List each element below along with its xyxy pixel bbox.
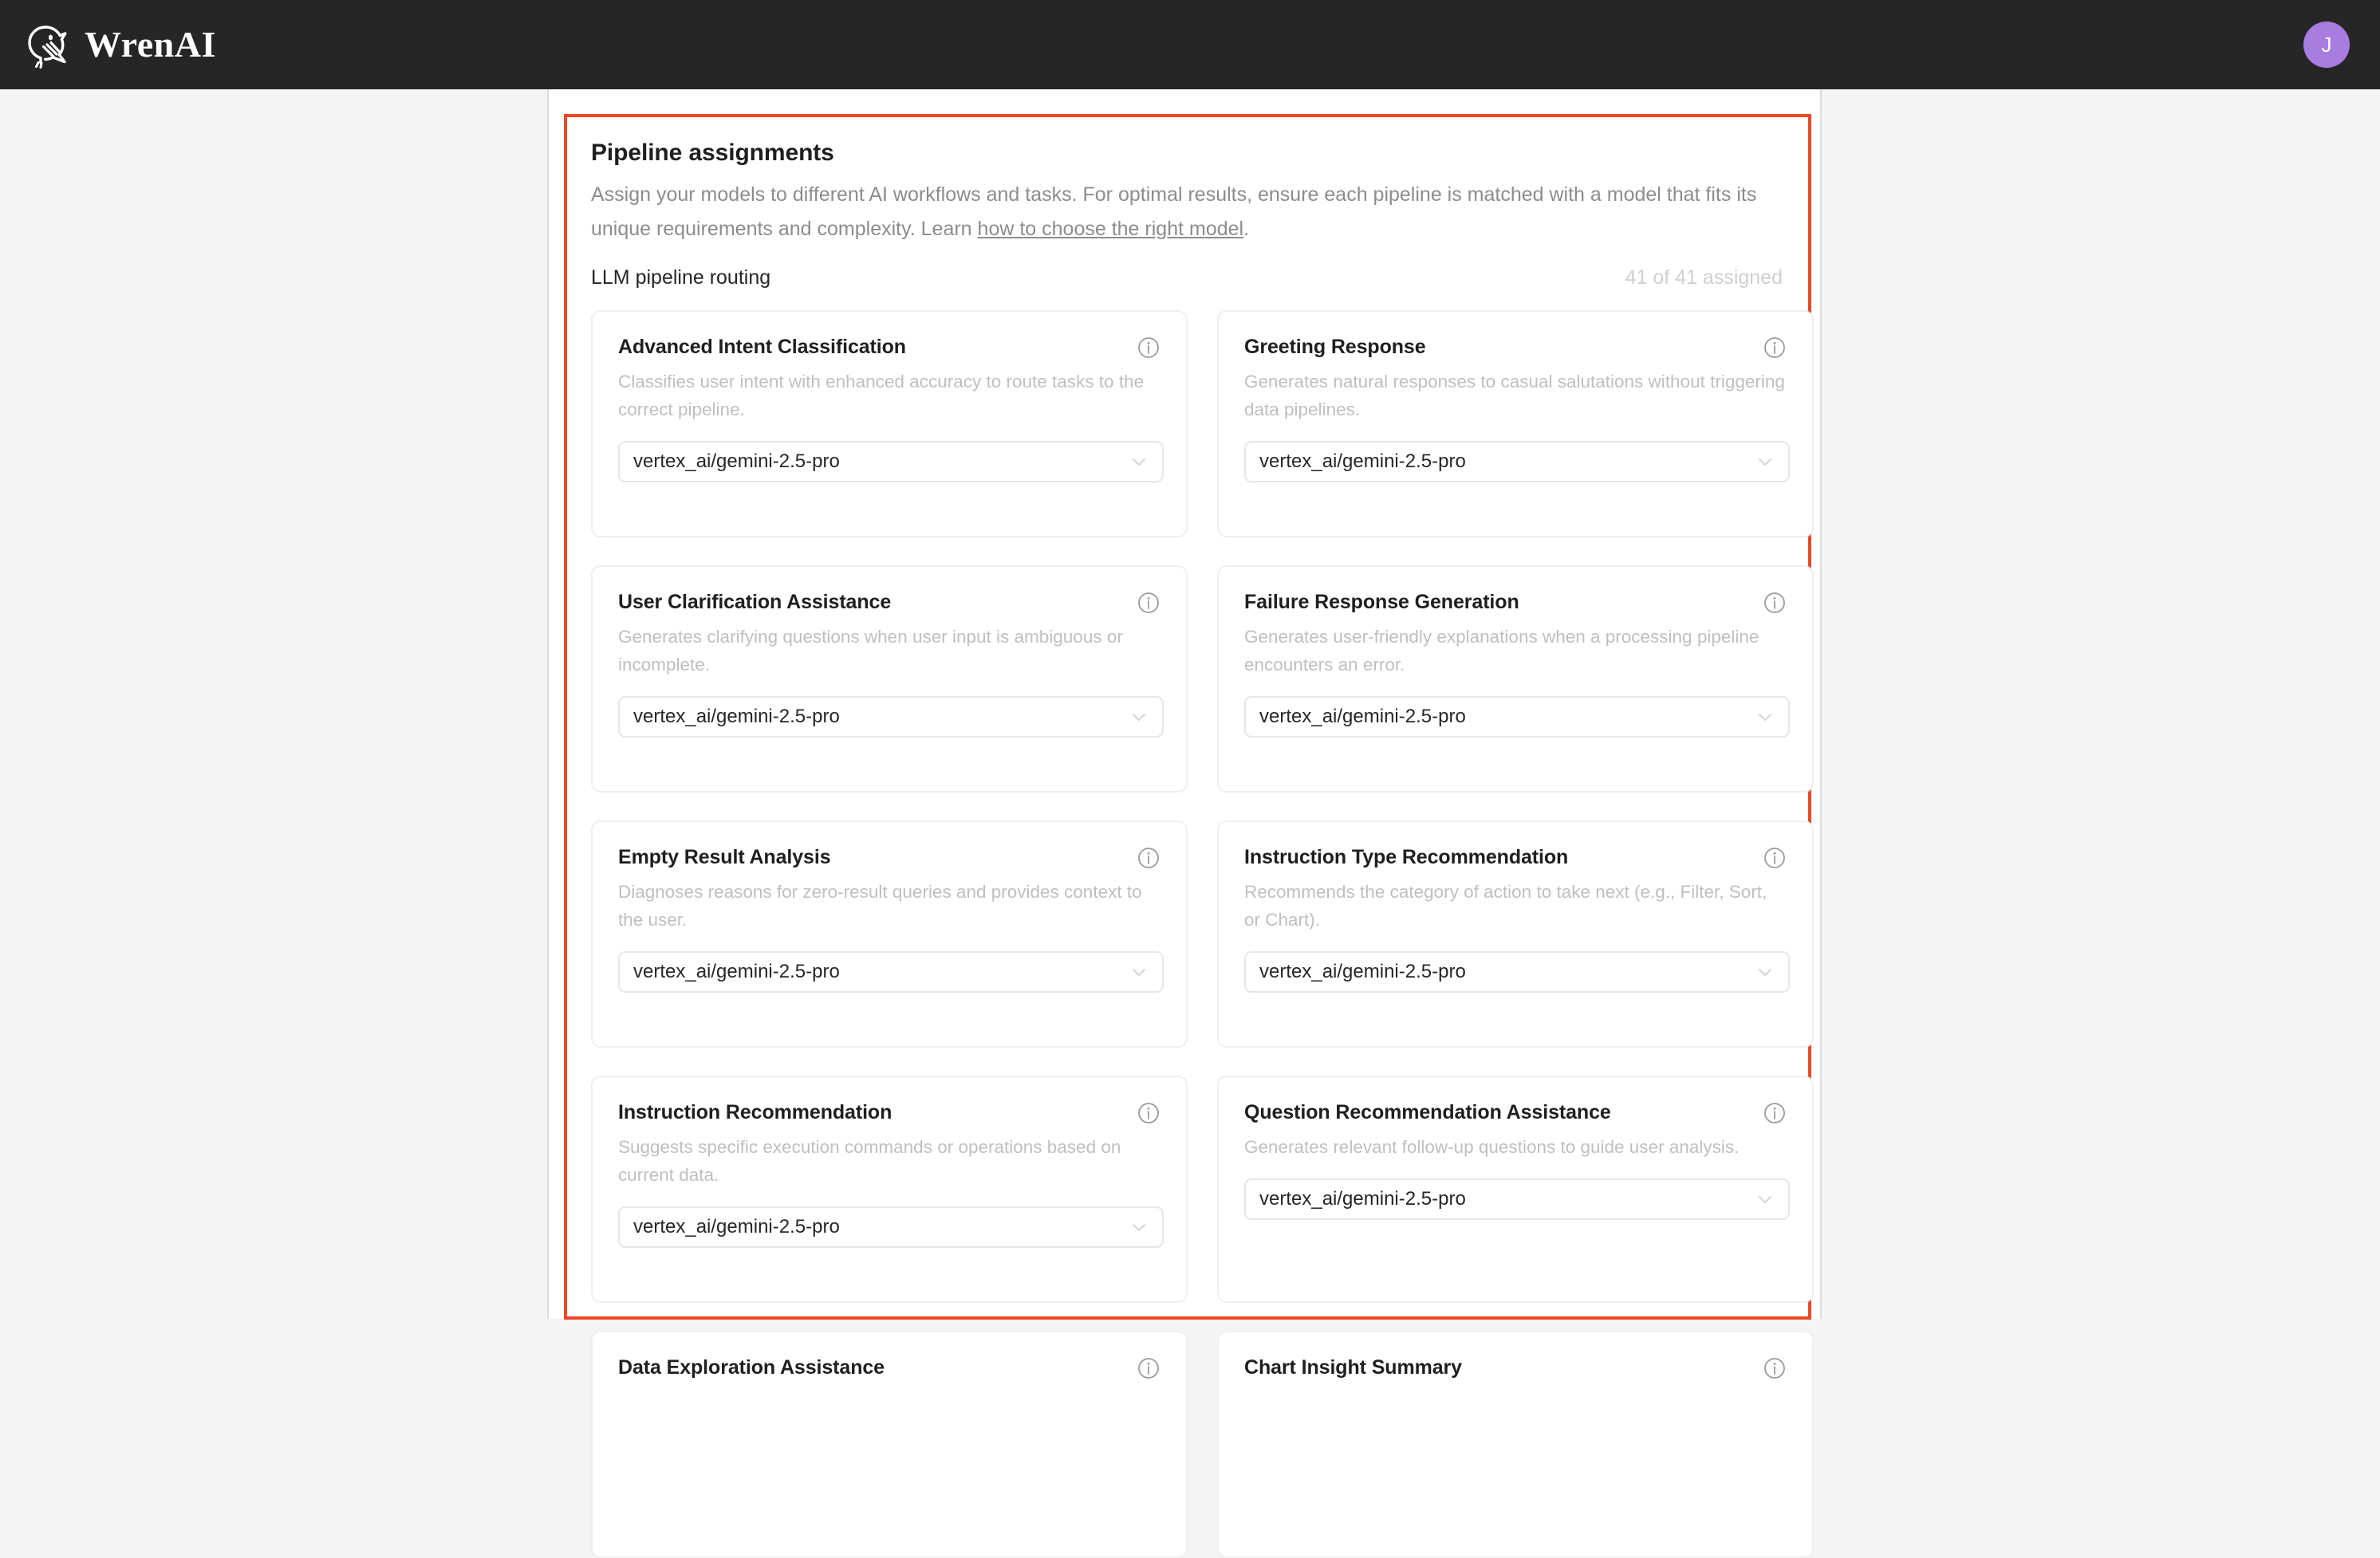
pipeline-assignments-section [564, 114, 1811, 1379]
pipeline-card-description: Generates user-friendly explanations when a processing pipeline encounters an error. [1244, 627, 1759, 675]
pipeline-card-description: Generates relevant follow-up questions to guide user analysis. [1244, 1137, 1740, 1157]
section-description-period: . [1243, 218, 1250, 240]
info-circle-icon[interactable] [1137, 336, 1160, 360]
model-select-value: vertex_ai/gemini-2.5-pro [633, 450, 840, 472]
section-description [591, 178, 1779, 246]
wren-bird-icon [21, 20, 70, 69]
model-select[interactable] [618, 696, 1164, 738]
pipeline-card-header [618, 589, 1160, 615]
page-title: Pipeline assignments [591, 140, 834, 166]
content-panel [547, 89, 1822, 1379]
pipeline-card [1217, 1331, 1814, 1558]
model-select-value: vertex_ai/gemini-2.5-pro [1259, 961, 1466, 982]
pipeline-card [591, 565, 1188, 793]
pipeline-card-header [618, 334, 1160, 360]
info-circle-icon[interactable] [1137, 1101, 1160, 1125]
info-circle-icon[interactable] [1137, 846, 1160, 870]
pipeline-card-title: Chart Insight Summary [1244, 1356, 1462, 1379]
pipeline-card [591, 310, 1188, 537]
pipeline-card [591, 1331, 1188, 1558]
info-circle-icon[interactable] [1763, 846, 1787, 870]
chevron-down-icon [1129, 962, 1149, 982]
pipeline-card-header [618, 1100, 1160, 1125]
info-circle-icon[interactable] [1137, 1356, 1160, 1380]
pipeline-card-title: Failure Response Generation [1244, 591, 1519, 613]
pipeline-card-header [1244, 844, 1787, 870]
info-circle-icon[interactable] [1137, 591, 1160, 615]
chevron-down-icon [1755, 1189, 1775, 1210]
pipeline-card-header [1244, 1355, 1787, 1380]
routing-label: LLM pipeline routing [591, 266, 771, 289]
model-select-value: vertex_ai/gemini-2.5-pro [1259, 706, 1466, 727]
chevron-down-icon [1129, 1217, 1149, 1237]
pipeline-card [1217, 1076, 1814, 1303]
pipeline-card-title: Data Exploration Assistance [618, 1356, 885, 1379]
model-select-value: vertex_ai/gemini-2.5-pro [633, 1216, 840, 1237]
chevron-down-icon [1755, 451, 1775, 472]
pipeline-card-header [1244, 1100, 1787, 1125]
pipeline-card [591, 820, 1188, 1048]
pipeline-card-title: Greeting Response [1244, 336, 1426, 358]
brand[interactable] [21, 20, 216, 69]
chevron-down-icon [1129, 451, 1149, 472]
pipeline-card [1217, 565, 1814, 793]
status-badge: 41 of 41 assigned [1625, 266, 1783, 289]
section-description-text: Assign your models to different AI workflows and tasks. For optimal results, ensure each pipeline is matched with a model that fits its unique requirements and complexity. Learn [591, 183, 1757, 240]
page-background [0, 89, 2380, 1379]
pipeline-card-description: Classifies user intent with enhanced accuracy to route tasks to the correct pipeline. [618, 372, 1145, 419]
brand-name: WrenAI [85, 24, 216, 65]
pipeline-card-header [618, 844, 1160, 870]
chevron-down-icon [1755, 706, 1775, 727]
pipeline-card-title: Empty Result Analysis [618, 846, 831, 868]
info-circle-icon[interactable] [1763, 591, 1787, 615]
info-circle-icon[interactable] [1763, 336, 1787, 360]
model-select-value: vertex_ai/gemini-2.5-pro [633, 961, 840, 982]
model-select[interactable] [618, 951, 1164, 993]
chevron-down-icon [1755, 962, 1775, 982]
model-select-value: vertex_ai/gemini-2.5-pro [633, 706, 840, 727]
pipeline-card-description: Recommends the category of action to take next (e.g., Filter, Sort, or Chart). [1244, 882, 1767, 930]
model-select-value: vertex_ai/gemini-2.5-pro [1259, 1188, 1466, 1210]
pipeline-card-title: User Clarification Assistance [618, 591, 892, 613]
pipeline-card-title: Question Recommendation Assistance [1244, 1101, 1611, 1123]
chevron-down-icon [1129, 706, 1149, 727]
pipeline-card-description: Generates natural responses to casual salutations without triggering data pipelines. [1244, 372, 1785, 419]
pipeline-card-header [1244, 334, 1787, 360]
model-select[interactable] [1244, 951, 1790, 993]
how-to-choose-model-link[interactable]: how to choose the right model [977, 218, 1244, 240]
model-select[interactable] [1244, 696, 1790, 738]
info-circle-icon[interactable] [1763, 1356, 1787, 1380]
pipeline-card [591, 1076, 1188, 1303]
model-select[interactable] [1244, 441, 1790, 482]
pipeline-card-grid [591, 310, 1787, 1558]
pipeline-card-title: Advanced Intent Classification [618, 336, 906, 358]
avatar[interactable]: J [2303, 22, 2350, 68]
pipeline-card-header [618, 1355, 1160, 1380]
pipeline-card-title: Instruction Type Recommendation [1244, 846, 1569, 868]
pipeline-card-header [1244, 589, 1787, 615]
routing-summary-row [591, 266, 1783, 289]
pipeline-card-description: Generates clarifying questions when user input is ambiguous or incomplete. [618, 627, 1123, 675]
model-select[interactable] [618, 1206, 1164, 1248]
model-select-value: vertex_ai/gemini-2.5-pro [1259, 450, 1466, 472]
app-header [0, 0, 2380, 89]
pipeline-card-description: Diagnoses reasons for zero-result queries and provides context to the user. [618, 882, 1142, 930]
model-select[interactable] [618, 441, 1164, 482]
pipeline-card [1217, 820, 1814, 1048]
pipeline-card [1217, 310, 1814, 537]
model-select[interactable] [1244, 1178, 1790, 1220]
info-circle-icon[interactable] [1763, 1101, 1787, 1125]
pipeline-card-description: Suggests specific execution commands or operations based on current data. [618, 1137, 1121, 1185]
pipeline-card-title: Instruction Recommendation [618, 1101, 892, 1123]
